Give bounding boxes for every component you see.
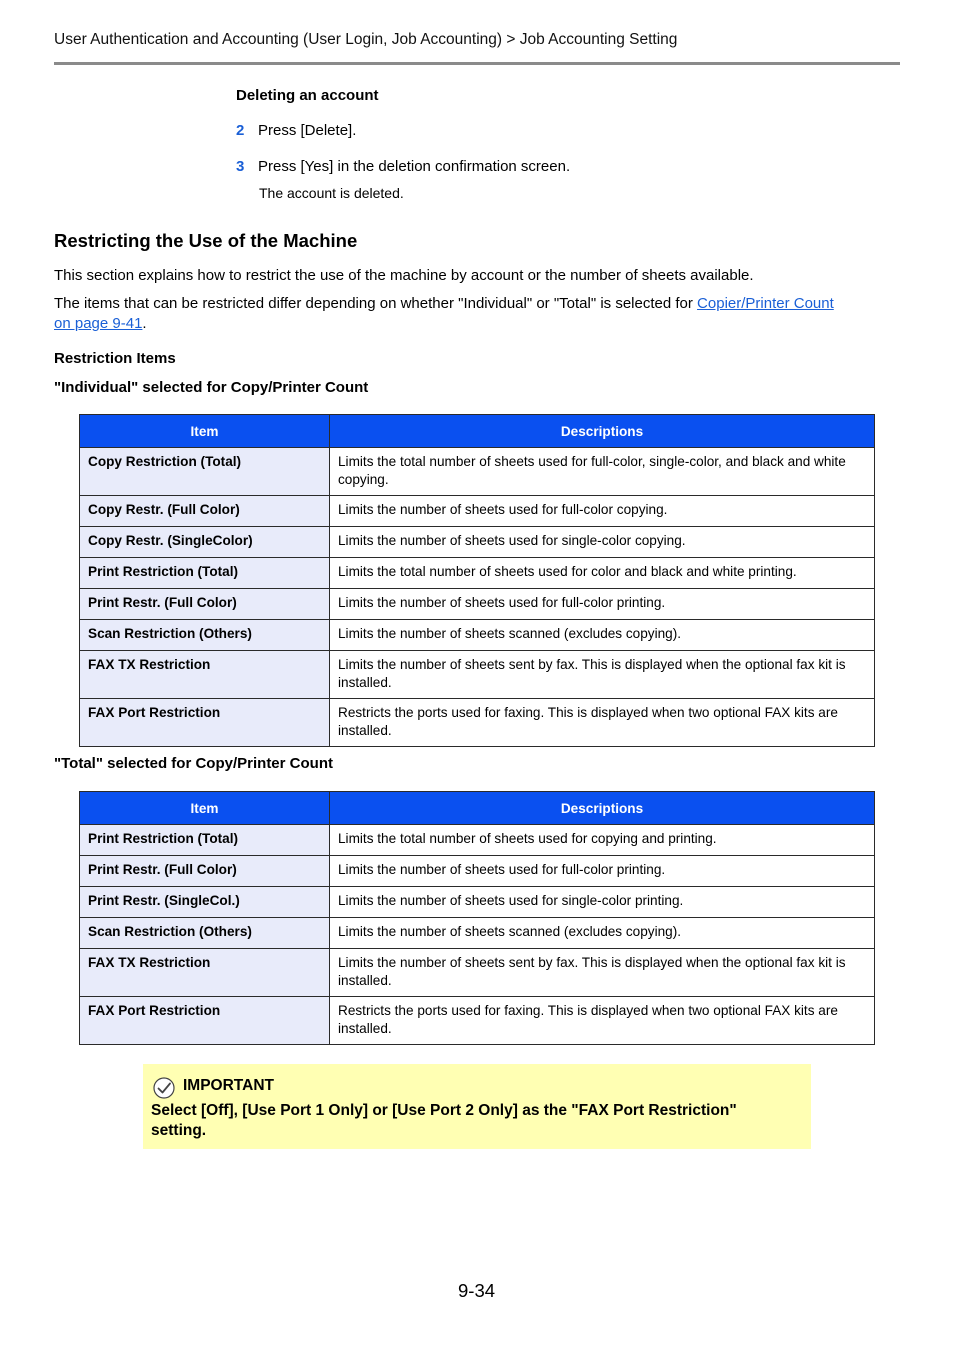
restriction-items-heading: Restriction Items [54,350,176,367]
total-restrictions-table [79,791,875,1045]
page-number: 9-34 [458,1280,496,1301]
paragraph-text: The items that can be restricted differ depending on whether "Individual" or "Total" is selected for [54,295,698,312]
paragraph-period: . [142,315,147,332]
header-divider [54,62,900,65]
item-cell: Scan Restriction (Others) [80,620,330,651]
table-row [80,949,875,997]
item-cell: FAX Port Restriction [80,997,330,1045]
important-title: IMPORTANT [183,1077,274,1094]
restriction-paragraph [54,294,900,334]
column-header-item: Item [80,792,330,825]
table-row [80,651,875,699]
table-row [80,496,875,527]
item-cell: Scan Restriction (Others) [80,918,330,949]
description-cell: Limits the number of sheets used for full-color printing. [330,856,875,887]
table-row [80,589,875,620]
item-cell: FAX TX Restriction [80,651,330,699]
important-callout [143,1064,811,1149]
deleting-account-heading: Deleting an account [236,87,379,104]
intro-paragraph: This section explains how to restrict the use of the machine by account or the number of sheets available. [54,267,754,284]
important-text: Select [Off], [Use Port 1 Only] or [Use Port 2 Only] as the "FAX Port Restriction" setting. [151,1102,737,1139]
description-cell: Limits the number of sheets used for single-color printing. [330,887,875,918]
item-cell: Print Restriction (Total) [80,825,330,856]
description-cell: Limits the number of sheets scanned (excludes copying). [330,620,875,651]
breadcrumb: User Authentication and Accounting (User Login, Job Accounting) > Job Accounting Setting [54,31,678,48]
description-cell: Limits the number of sheets scanned (excludes copying). [330,918,875,949]
step-number: 3 [236,158,245,175]
item-cell: Print Restr. (Full Color) [80,856,330,887]
table-row [80,448,875,496]
item-cell: Copy Restriction (Total) [80,448,330,496]
description-cell: Limits the total number of sheets used for color and black and white printing. [330,558,875,589]
column-header-descriptions: Descriptions [330,415,875,448]
column-header-item: Item [80,415,330,448]
item-cell: Print Restriction (Total) [80,558,330,589]
item-cell: Copy Restr. (SingleColor) [80,527,330,558]
step-2 [236,122,356,139]
table-row [80,918,875,949]
copier-printer-count-link[interactable]: Copier/Printer Count [697,295,834,312]
description-cell: Restricts the ports used for faxing. This is displayed when two optional FAX kits are installed. [330,699,875,747]
description-cell: Limits the total number of sheets used for full-color, single-color, and black and white copying. [330,448,875,496]
description-cell: Limits the number of sheets sent by fax. This is displayed when the optional fax kit is installed. [330,651,875,699]
item-cell: FAX TX Restriction [80,949,330,997]
step-text: Press [Yes] in the deletion confirmation screen. [258,158,571,175]
table-row [80,856,875,887]
table-row [80,620,875,651]
individual-table-heading: "Individual" selected for Copy/Printer Count [54,379,369,396]
description-cell: Limits the number of sheets used for single-color copying. [330,527,875,558]
description-cell: Limits the number of sheets used for full-color printing. [330,589,875,620]
item-cell: Print Restr. (SingleCol.) [80,887,330,918]
section-title: Restricting the Use of the Machine [54,230,358,251]
column-header-descriptions: Descriptions [330,792,875,825]
item-cell: FAX Port Restriction [80,699,330,747]
description-cell: Restricts the ports used for faxing. This is displayed when two optional FAX kits are installed. [330,997,875,1045]
item-cell: Print Restr. (Full Color) [80,589,330,620]
step-text: Press [Delete]. [258,122,357,139]
table-row [80,887,875,918]
total-table-heading: "Total" selected for Copy/Printer Count [54,755,333,772]
description-cell: Limits the number of sheets used for full-color copying. [330,496,875,527]
table-row [80,527,875,558]
table-row [80,825,875,856]
table-row [80,558,875,589]
table-row [80,997,875,1045]
checkmark-icon [153,1077,175,1099]
step-number: 2 [236,122,245,139]
step-result-note: The account is deleted. [259,185,404,201]
description-cell: Limits the total number of sheets used for copying and printing. [330,825,875,856]
description-cell: Limits the number of sheets sent by fax. This is displayed when the optional fax kit is installed. [330,949,875,997]
item-cell: Copy Restr. (Full Color) [80,496,330,527]
individual-restrictions-table [79,414,875,747]
step-3 [236,158,570,175]
page-reference-link[interactable]: on page 9-41 [54,315,143,332]
table-row [80,699,875,747]
